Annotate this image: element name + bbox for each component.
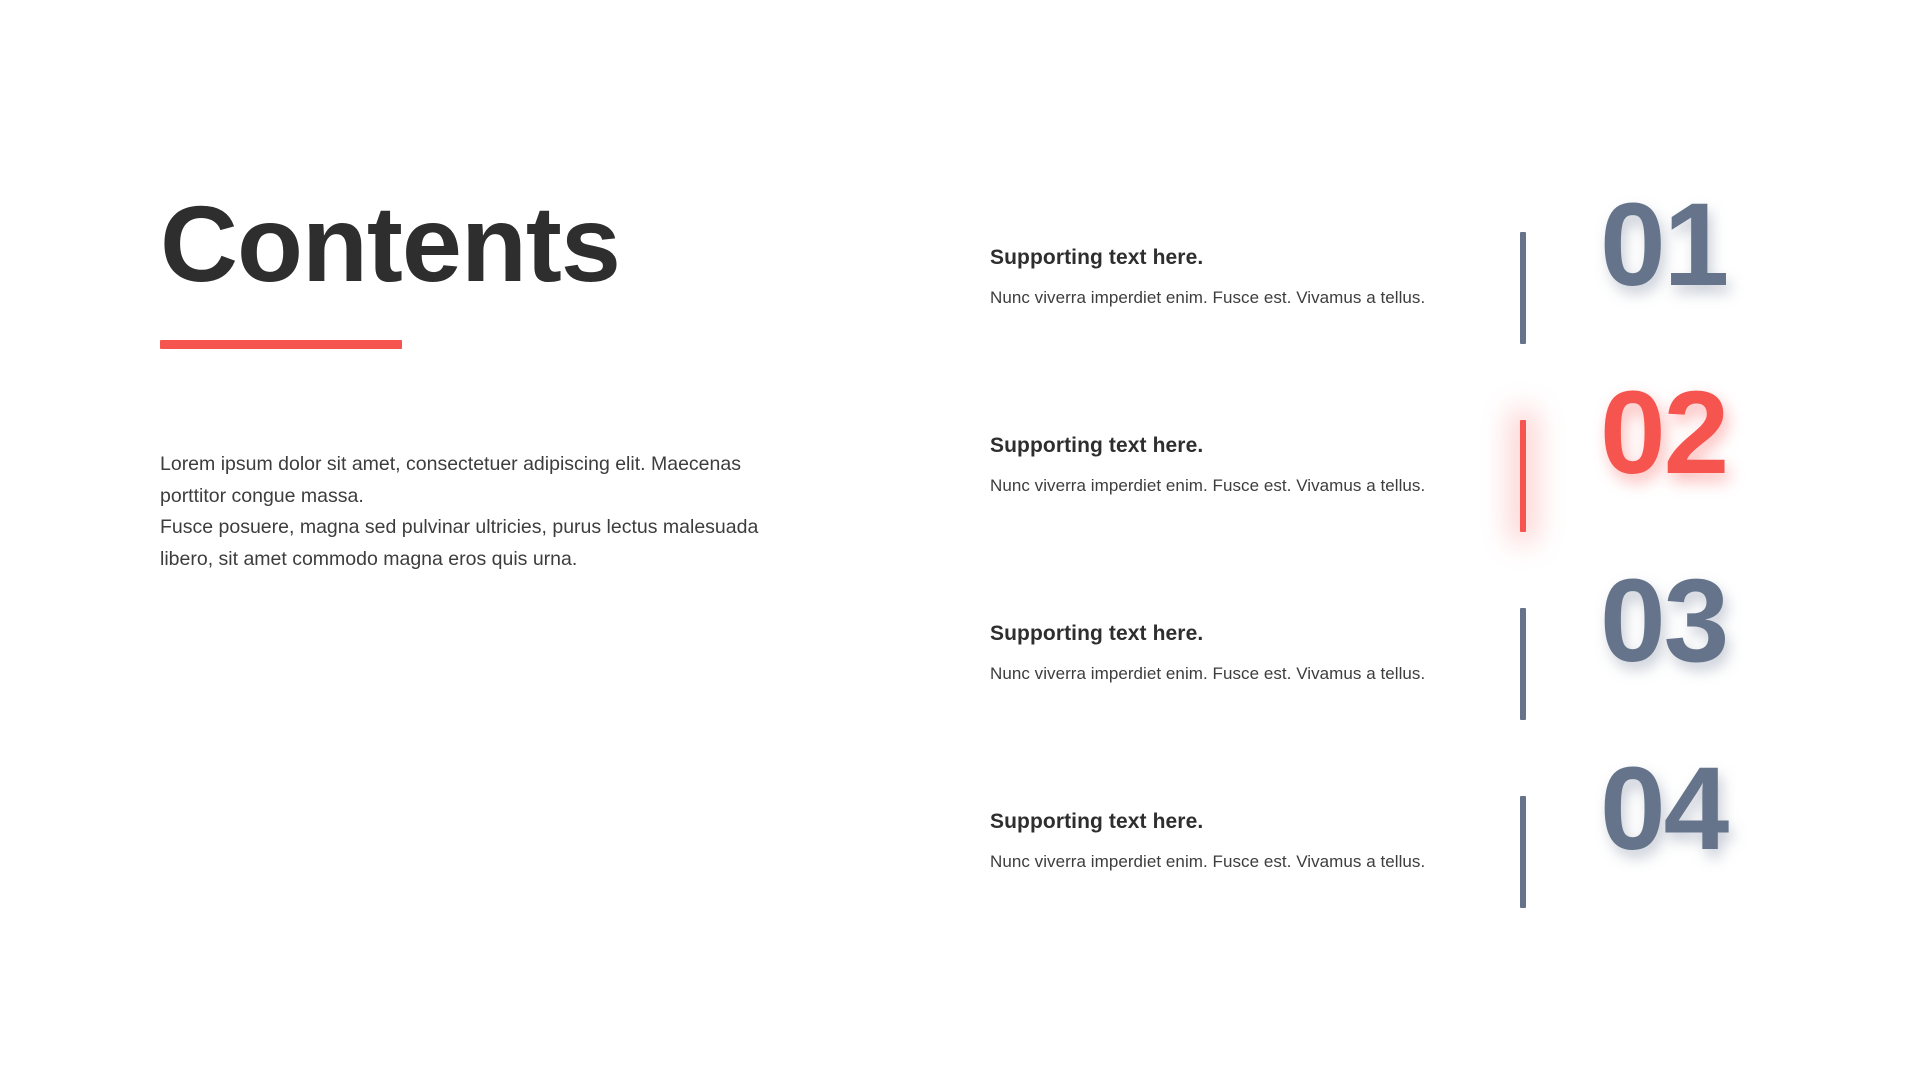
list-item-text xyxy=(990,810,1460,872)
list-item-heading: Supporting text here. xyxy=(990,622,1204,645)
list-item-heading: Supporting text here. xyxy=(990,810,1204,833)
list-item-number: 01 xyxy=(1600,179,1728,311)
title-underline-rule xyxy=(160,340,402,349)
page-title: Contents xyxy=(160,183,620,304)
list-item-heading: Supporting text here. xyxy=(990,434,1204,457)
list-item-body: Nunc viverra imperdiet enim. Fusce est. Vivamus a tellus. xyxy=(990,852,1426,871)
list-item-accent-bar xyxy=(1520,232,1526,344)
list-item-heading: Supporting text here. xyxy=(990,246,1204,269)
list-item-accent-bar xyxy=(1520,420,1526,532)
list-item-body: Nunc viverra imperdiet enim. Fusce est. Vivamus a tellus. xyxy=(990,476,1426,495)
list-item-text xyxy=(990,434,1460,496)
list-item-number: 02 xyxy=(1600,367,1728,499)
list-item-accent-bar xyxy=(1520,796,1526,908)
list-item-text xyxy=(990,622,1460,684)
lead-paragraph-1: Lorem ipsum dolor sit amet, consectetuer adipiscing elit. Maecenas porttitor congue massa. xyxy=(160,453,741,507)
left-column xyxy=(160,183,800,575)
lead-paragraph-2: Fusce posuere, magna sed pulvinar ultricies, purus lectus malesuada libero, sit amet commodo magna eros quis urna. xyxy=(160,516,759,570)
list-item[interactable] xyxy=(990,743,1780,984)
list-item-accent-bar xyxy=(1520,608,1526,720)
list-item-number: 04 xyxy=(1600,743,1728,875)
list-item-body: Nunc viverra imperdiet enim. Fusce est. Vivamus a tellus. xyxy=(990,288,1426,307)
lead-paragraph-block xyxy=(160,449,780,575)
list-item-text xyxy=(990,246,1460,308)
list-item-body: Nunc viverra imperdiet enim. Fusce est. Vivamus a tellus. xyxy=(990,664,1426,683)
contents-list xyxy=(990,179,1780,984)
list-item-number: 03 xyxy=(1600,555,1728,687)
